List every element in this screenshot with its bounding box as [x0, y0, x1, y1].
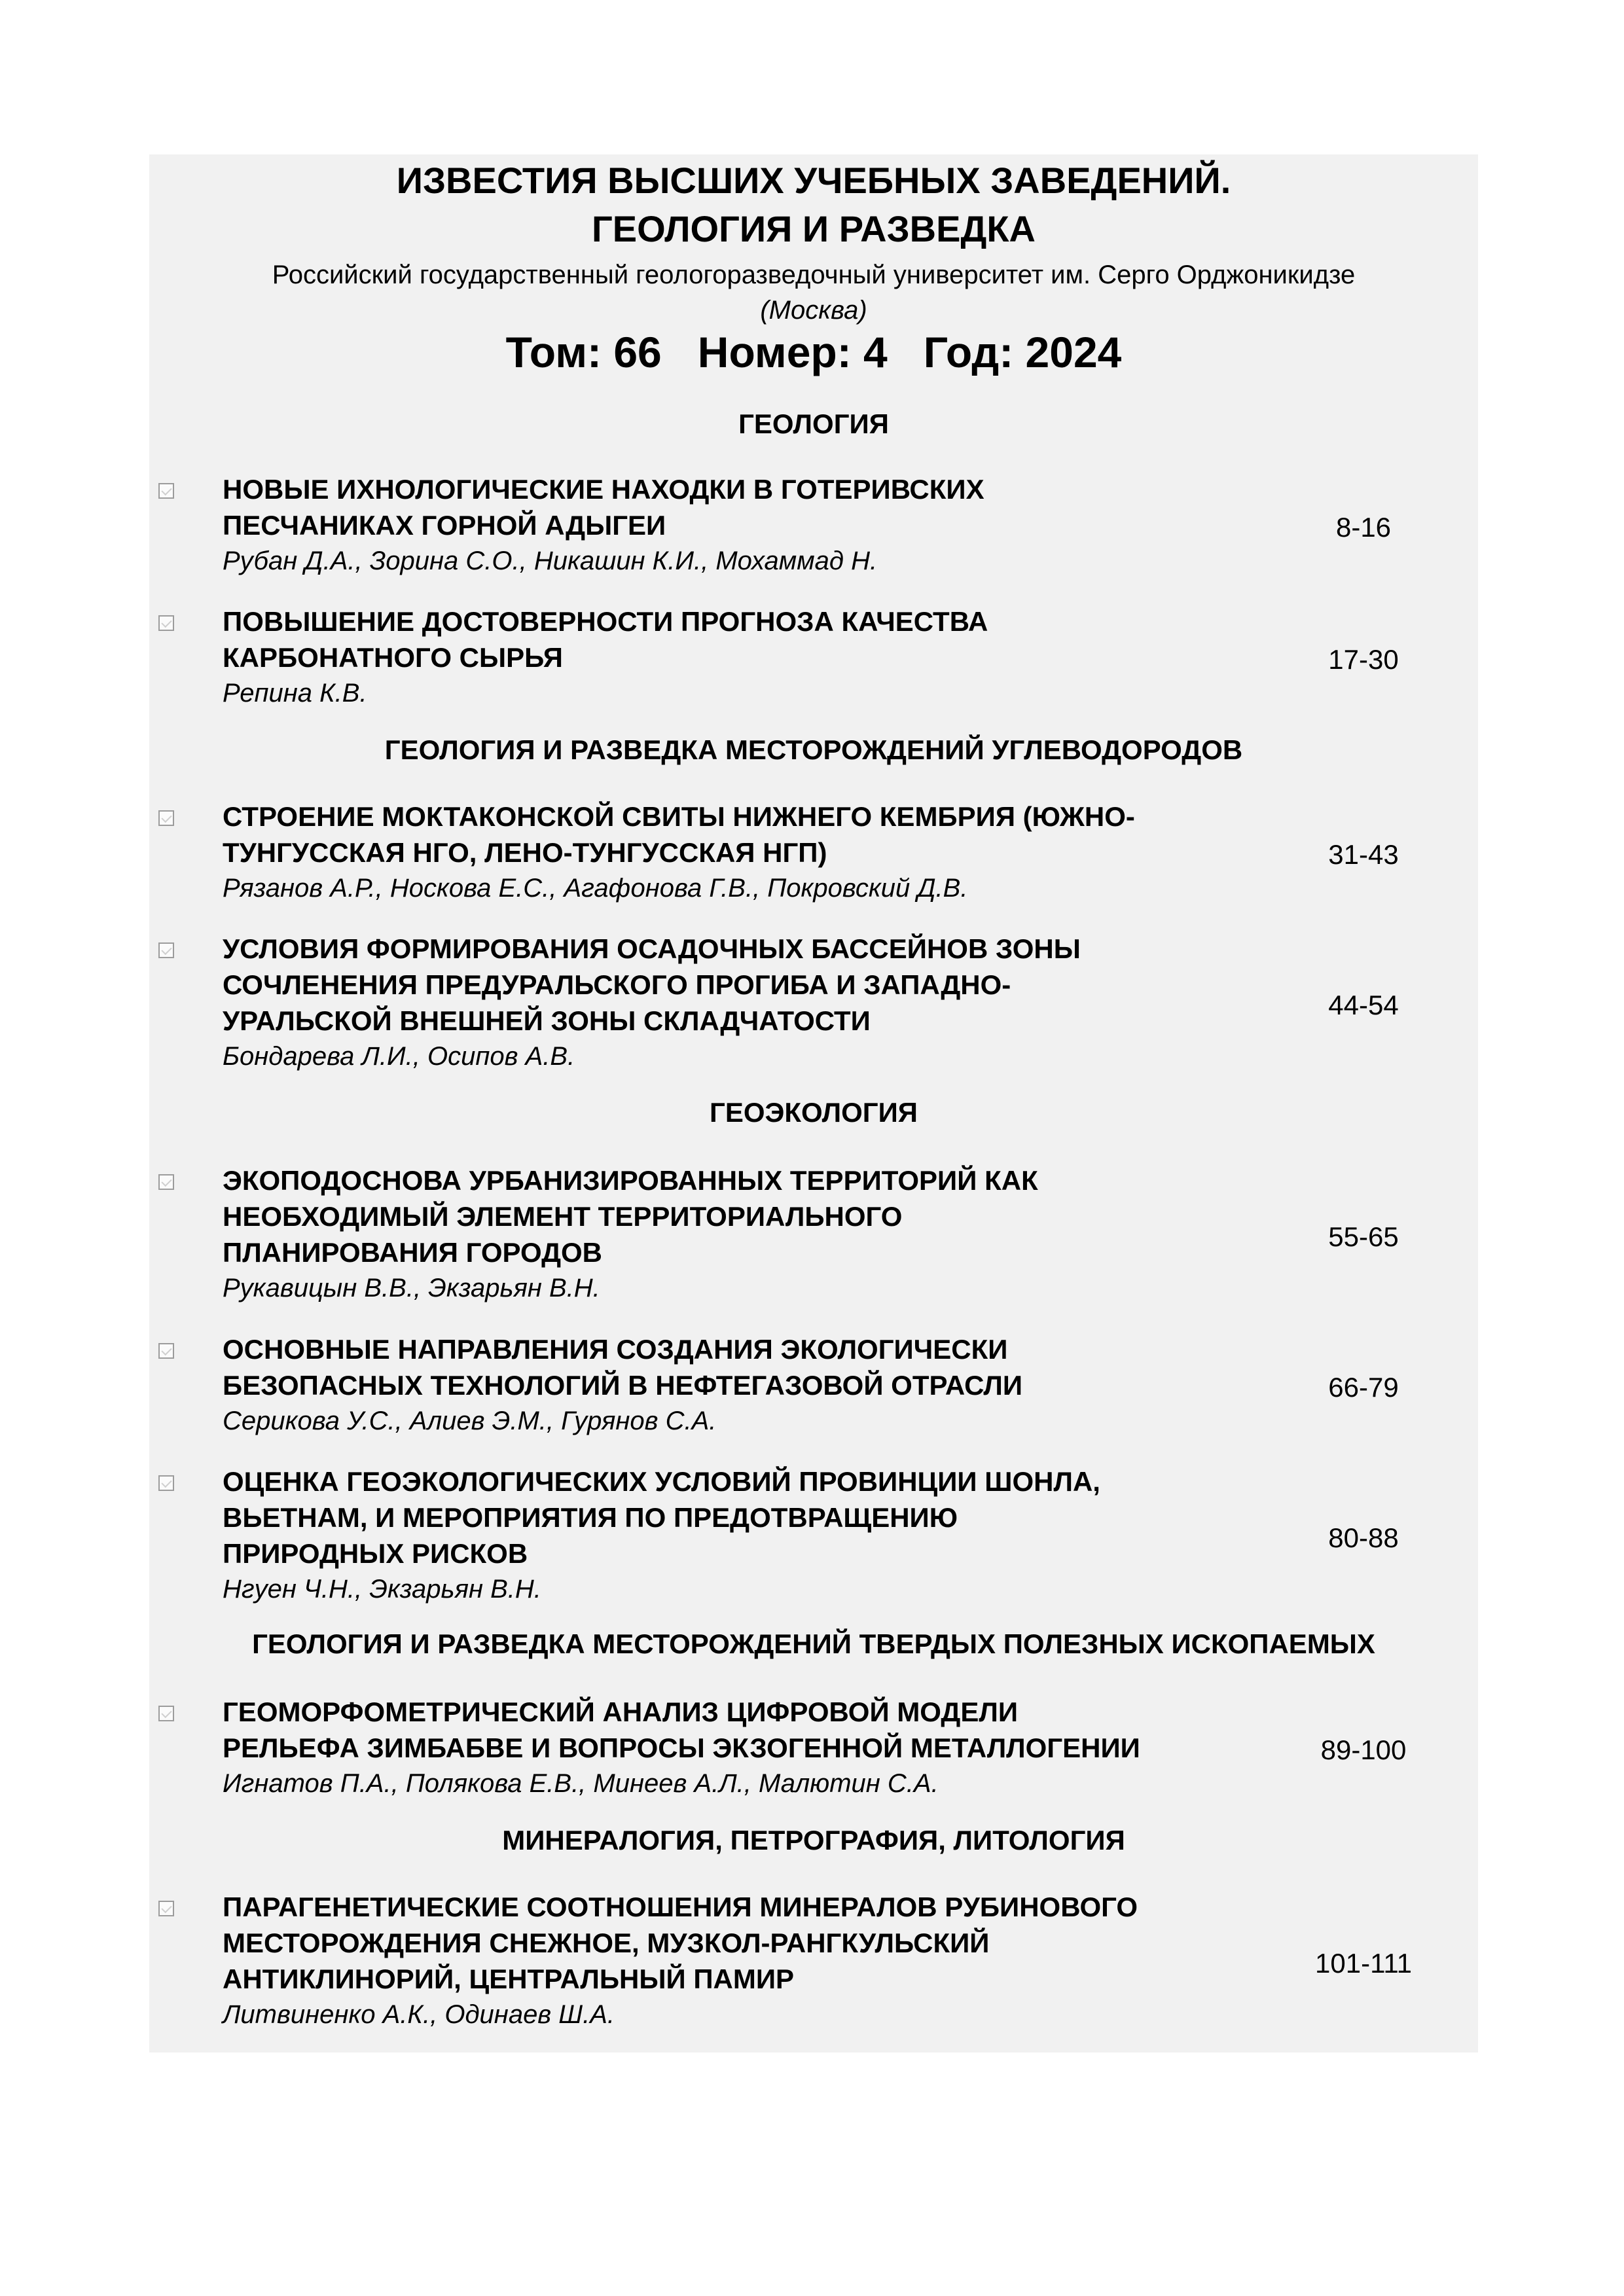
section-heading: ГЕОЭКОЛОГИЯ [710, 1097, 918, 1128]
article-authors: Рязанов А.Р., Носкова Е.С., Агафонова Г.В., Покровский Д.В. [223, 874, 968, 903]
article-title-line: ПЕСЧАНИКАХ ГОРНОЙ АДЫГЕИ [223, 510, 666, 541]
article-title-line: ВЬЕТНАМ, И МЕРОПРИЯТИЯ ПО ПРЕДОТВРАЩЕНИЮ [223, 1502, 958, 1533]
article-title-line: СОЧЛЕНЕНИЯ ПРЕДУРАЛЬСКОГО ПРОГИБА И ЗАПАДНО- [223, 969, 1011, 1000]
article-title-line: УРАЛЬСКОЙ ВНЕШНЕЙ ЗОНЫ СКЛАДЧАТОСТИ [223, 1005, 871, 1036]
article-title[interactable] [223, 1694, 1270, 1766]
article-title-line: БЕЗОПАСНЫХ ТЕХНОЛОГИЙ В НЕФТЕГАЗОВОЙ ОТРАСЛИ [223, 1370, 1023, 1401]
article-pages: 44-54 [1328, 990, 1399, 1020]
article-title-line: ГЕОМОРФОМЕТРИЧЕСКИЙ АНАЛИЗ ЦИФРОВОЙ МОДЕЛИ [223, 1696, 1019, 1727]
article-title-line: РЕЛЬЕФА ЗИМБАБВЕ И ВОПРОСЫ ЭКЗОГЕННОЙ МЕТАЛЛОГЕНИИ [223, 1732, 1140, 1763]
section-heading: ГЕОЛОГИЯ И РАЗВЕДКА МЕСТОРОЖДЕНИЙ ТВЕРДЫХ ПОЛЕЗНЫХ ИСКОПАЕМЫХ [252, 1628, 1375, 1659]
article-pages: 31-43 [1328, 839, 1399, 870]
article-pages: 101-111 [1315, 1948, 1412, 1979]
article-pages: 89-100 [1320, 1734, 1407, 1765]
select-checkbox[interactable] [158, 942, 174, 958]
select-checkbox[interactable] [158, 810, 174, 826]
article-title[interactable] [223, 1162, 1270, 1270]
article-authors: Репина К.В. [223, 679, 367, 708]
select-checkbox[interactable] [158, 483, 174, 499]
journal-title-line2: ГЕОЛОГИЯ И РАЗВЕДКА [592, 208, 1036, 249]
article-title-line: НОВЫЕ ИХНОЛОГИЧЕСКИЕ НАХОДКИ В ГОТЕРИВСКИХ [223, 474, 984, 505]
publisher-city: (Москва) [760, 296, 867, 325]
article-title[interactable] [223, 1463, 1270, 1571]
article-title[interactable] [223, 1331, 1270, 1403]
issue-info: Том: 66 Номер: 4 Год: 2024 [505, 328, 1122, 376]
article-title-line: ПРИРОДНЫХ РИСКОВ [223, 1538, 528, 1569]
article-title-line: ПАРАГЕНЕТИЧЕСКИЕ СООТНОШЕНИЯ МИНЕРАЛОВ РУБИНОВОГО [223, 1892, 1138, 1922]
article-title[interactable] [223, 798, 1270, 870]
article-title-line: ОСНОВНЫЕ НАПРАВЛЕНИЯ СОЗДАНИЯ ЭКОЛОГИЧЕСКИ [223, 1334, 1008, 1365]
select-checkbox[interactable] [158, 1475, 174, 1491]
article-title-line: ОЦЕНКА ГЕОЭКОЛОГИЧЕСКИХ УСЛОВИЙ ПРОВИНЦИИ ШОНЛА, [223, 1466, 1100, 1497]
article-pages: 17-30 [1328, 644, 1399, 675]
contents-sheet [149, 154, 1478, 2053]
article-title-line: ТУНГУССКАЯ НГО, ЛЕНО-ТУНГУССКАЯ НГП) [223, 837, 827, 868]
article-title-line: СТРОЕНИЕ МОКТАКОНСКОЙ СВИТЫ НИЖНЕГО КЕМБРИЯ (ЮЖНО- [223, 801, 1135, 832]
publisher: Российский государственный геологоразведочный университет им. Серго Орджоникидзе [272, 260, 1356, 289]
article-title[interactable] [223, 603, 1270, 675]
article-title[interactable] [223, 471, 1270, 543]
article-title-line: НЕОБХОДИМЫЙ ЭЛЕМЕНТ ТЕРРИТОРИАЛЬНОГО [223, 1201, 903, 1232]
article-title[interactable] [223, 1889, 1270, 1997]
article-authors: Игнатов П.А., Полякова Е.В., Минеев А.Л., Малютин С.А. [223, 1769, 939, 1798]
article-authors: Нгуен Ч.Н., Экзарьян В.Н. [223, 1575, 541, 1604]
article-authors: Серикова У.С., Алиев Э.М., Гурянов С.А. [223, 1407, 717, 1435]
article-pages: 66-79 [1328, 1372, 1399, 1403]
article-pages: 55-65 [1328, 1221, 1399, 1252]
section-heading: МИНЕРАЛОГИЯ, ПЕТРОГРАФИЯ, ЛИТОЛОГИЯ [502, 1825, 1125, 1856]
article-authors: Литвиненко А.К., Одинаев Ш.А. [223, 2000, 615, 2029]
article-title-line: ПОВЫШЕНИЕ ДОСТОВЕРНОСТИ ПРОГНОЗА КАЧЕСТВА [223, 606, 988, 637]
select-checkbox[interactable] [158, 1343, 174, 1359]
article-authors: Бондарева Л.И., Осипов А.В. [223, 1042, 575, 1071]
select-checkbox[interactable] [158, 1901, 174, 1916]
article-title-line: АНТИКЛИНОРИЙ, ЦЕНТРАЛЬНЫЙ ПАМИР [223, 1964, 795, 1994]
select-checkbox[interactable] [158, 1174, 174, 1190]
journal-title-line1: ИЗВЕСТИЯ ВЫСШИХ УЧЕБНЫХ ЗАВЕДЕНИЙ. [396, 160, 1231, 201]
article-title-line: ПЛАНИРОВАНИЯ ГОРОДОВ [223, 1237, 603, 1268]
article-title-line: МЕСТОРОЖДЕНИЯ СНЕЖНОЕ, МУЗКОЛ-РАНГКУЛЬСКИЙ [223, 1928, 990, 1958]
article-title-line: КАРБОНАТНОГО СЫРЬЯ [223, 642, 563, 673]
article-authors: Рубан Д.А., Зорина С.О., Никашин К.И., Мохаммад Н. [223, 547, 878, 575]
article-pages: 80-88 [1328, 1522, 1399, 1553]
article-authors: Рукавицын В.В., Экзарьян В.Н. [223, 1274, 600, 1302]
article-pages: 8-16 [1335, 512, 1392, 543]
section-heading: ГЕОЛОГИЯ И РАЗВЕДКА МЕСТОРОЖДЕНИЙ УГЛЕВОДОРОДОВ [384, 734, 1243, 765]
article-title[interactable] [223, 931, 1270, 1039]
article-title-line: ЭКОПОДОСНОВА УРБАНИЗИРОВАННЫХ ТЕРРИТОРИЙ КАК [223, 1165, 1038, 1196]
section-heading: ГЕОЛОГИЯ [738, 408, 889, 439]
select-checkbox[interactable] [158, 1706, 174, 1721]
select-checkbox[interactable] [158, 615, 174, 631]
article-title-line: УСЛОВИЯ ФОРМИРОВАНИЯ ОСАДОЧНЫХ БАССЕЙНОВ ЗОНЫ [223, 933, 1081, 964]
